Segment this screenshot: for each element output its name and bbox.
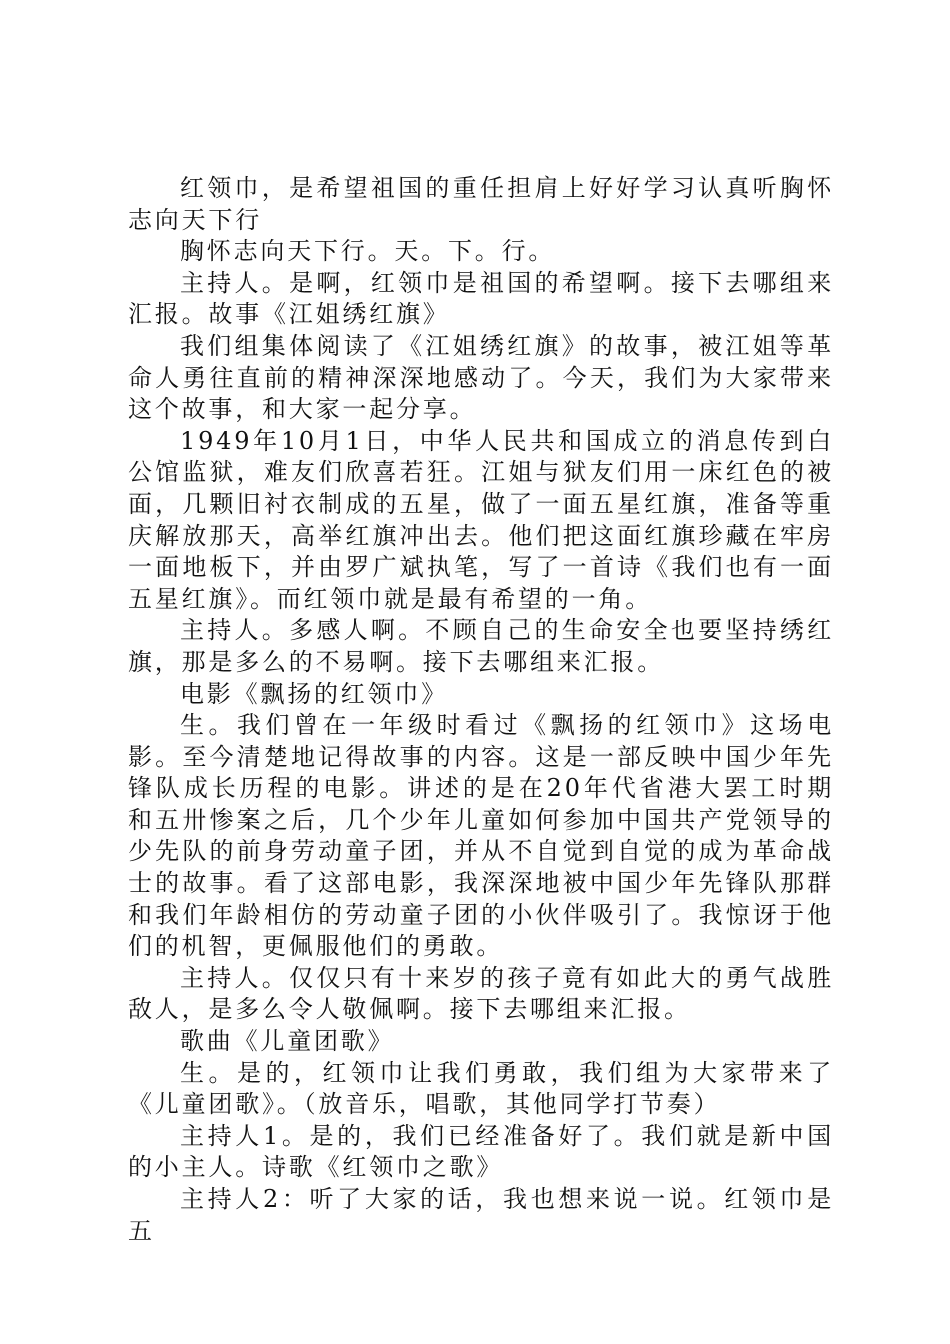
paragraph: 主持人。多感人啊。不顾自己的生命安全也要坚持绣红旗，那是多么的不易啊。接下去哪组来汇报。	[128, 616, 834, 676]
section-heading: 歌曲《儿童团歌》	[180, 1027, 395, 1056]
paragraph: 主持人。仅仅只有十来岁的孩子竟有如此大的勇气战胜敌人，是多么令人敬佩啊。接下去哪组来汇报。	[128, 963, 834, 1024]
paragraph: 主持人1。是的，我们已经准备好了。我们就是新中国的小主人。诗歌《红领巾之歌》	[128, 1121, 834, 1182]
paragraph: 我们组集体阅读了《江姐绣红旗》的故事，被江姐等革命人勇往直前的精神深深地感动了。今天，我们为大家带来这个故事，和大家一起分享。	[128, 331, 834, 424]
paragraph: 生。我们曾在一年级时看过《飘扬的红领巾》这场电影。至今清楚地记得故事的内容。这是一部反映中国少年先锋队成长历程的电影。讲述的是在20年代省港大罢工时期和五卅惨案之后，几个少年儿童如何参加中国共产党领导的少先队的前身劳动童子团，并从不自觉到自觉的成为革命战士的故事。看了这部电影，我深深地被中国少年先锋队那群和我们年龄相仿的劳动童子团的小伙伴吸引了。我惊讶于他们的机智，更佩服他们的勇敢。	[128, 711, 834, 961]
paragraph: 1949年10月1日，中华人民共和国成立的消息传到白公馆监狱，难友们欣喜若狂。江姐与狱友们用一床红色的被面，几颗旧衬衣制成的五星，做了一面五星红旗，准备等重庆解放那天，高举红旗冲出去。他们把这面红旗珍藏在牢房一面地板下，并由罗广斌执笔，写了一首诗《我们也有一面五星红旗》。而红领巾就是最有希望的一角。	[128, 426, 834, 613]
section-heading: 电影《飘扬的红领巾》	[180, 679, 448, 708]
paragraph: 主持人。是啊，红领巾是祖国的希望啊。接下去哪组来汇报。故事《江姐绣红旗》	[128, 268, 834, 329]
paragraph: 生。是的，红领巾让我们勇敢，我们组为大家带来了《儿童团歌》。（放音乐，唱歌，其他同学打节奏）	[128, 1058, 834, 1119]
paragraph: 红领巾，是希望祖国的重任担肩上好好学习认真听胸怀志向天下行	[128, 174, 834, 234]
paragraph: 胸怀志向天下行。天。下。行。	[180, 237, 556, 266]
document-body	[128, 173, 834, 1247]
paragraph: 主持人2：听了大家的话，我也想来说一说。红领巾是五	[128, 1185, 834, 1245]
